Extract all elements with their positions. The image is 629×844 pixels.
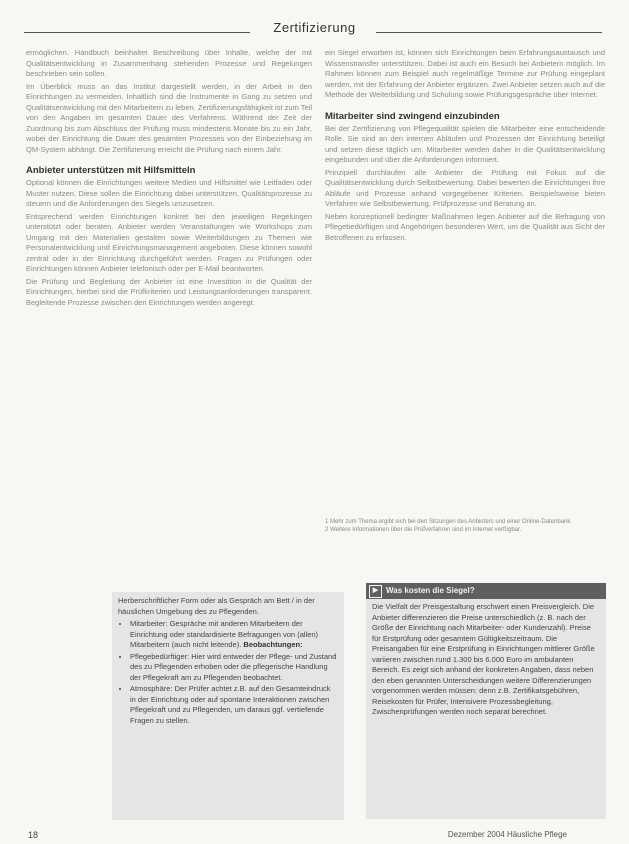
left-column bbox=[26, 48, 312, 308]
page-footer-issue: Dezember 2004 Häusliche Pflege bbox=[447, 830, 567, 839]
right-column bbox=[325, 48, 605, 243]
panel-header-kosten bbox=[366, 583, 606, 599]
left-heading-hilfsmitteln: Anbieter unterstützen mit Hilfsmitteln bbox=[26, 165, 196, 176]
panel-cost-text: Die Vielfalt der Preisgestaltung erschwert einen Preisvergleich. Die Anbieter differenzieren die Preise unterschiedlich (z. B. nach der Größe der Einrichtung nach Mitarbeiter- oder Kundenzahl). Preise für Erstprüfung oder gesamtem Gültigkeitszeitraum. Die Preisangaben für eine Erstprüfung in Einrichtungen mittlerer Größe variieren zwischen rund 1.300 bis 6.000 Euro im ambulanten Bereich. Es zeigt sich anhand der konkreten Angaben, dass neben den eben genannten Unterscheidungen weitere Differenzierungen vorgenommen werden müssen: denn z.B. Zertifikatsgebühren, Reisekosten für Prüfer, Intensivere Prozessbegleitung, Zwischenprüfungen werden noch separat berechnet. bbox=[372, 602, 595, 716]
left-para-5: Die Prüfung und Begleitung der Anbieter ist eine Investition in die Qualität der Einrichtungen, hierbei sind die Prüfkriterien und Leistungsanforderungen transparent. Begleitende Prozesse zwischen den Einrichtungen werden angeregt. bbox=[26, 276, 312, 307]
right-para-4: Neben konzeptionell bedingter Maßnahmen legen Anbieter auf die Befragung von Pflegebedürftigen und Angehörigen besonderen Wert, um die Qualität aus Sicht der Betroffenen zu erfassen. bbox=[325, 211, 605, 242]
panel-item-text: Mitarbeiter: Gespräche mit anderen Mitarbeitern der Einrichtung oder standardisierte Befragungen von (allen) Mitarbeitern (auch nicht leitende). bbox=[130, 619, 319, 649]
left-para-4: Entsprechend werden Einrichtungen konkret bei den jeweiligen Regelungen unterstützt oder beraten. Anbieter werden Veranstaltungen wie Workshops zum Umgang mit den Materialien gestalten sowie Weiterbildungen zu Themen wie Personalentwicklung und Einrichtungsmanagement angeboten. Diese können sowohl zentral oder in der Einrichtung durchgeführt werden. Fragen zu Prüfungen oder Einrichtungen können Anbieter telefonisch oder per E-Mail beantworten. bbox=[26, 211, 312, 273]
bottom-left-panel bbox=[112, 592, 344, 820]
panel-item-atmosphaere: • Atmosphäre: Der Prüfer achtet z.B. auf den Gesamteindruck in der Einrichtung oder auf spontane Interaktionen zwischen Pflegekraft und zu Pflegenden, um daraus ggf. vertiefende Fragen zu stellen. bbox=[130, 684, 338, 726]
right-para-2: Bei der Zertifizierung von Pflegequalität spielen die Mitarbeiter eine entscheidende Rolle. Sie sind an den internen Abläufen und Prozessen der Einrichtung beteiligt und setzen diese täglich um. Mitarbeiter werden daher in die Qualitätsentwicklung eingebunden und über die Anforderungen informiert. bbox=[325, 123, 605, 164]
left-para-3: Optional können die Einrichtungen weitere Medien und Hilfsmittel wie Leitfaden oder Muster nutzen. Diese sollen die Einrichtung dabei unterstützen, Qualitätsprozesse zu steuern und die Anforderungen des Siegels umzusetzen. bbox=[26, 178, 312, 208]
left-para-1: ermöglichen. Handbuch beinhaltet Beschreibung über Inhalte, welche der mit Qualitätsentwicklung in Zusammenhang stehenden Prozesse und Regelungen beschrieben sein sollen. bbox=[26, 48, 312, 78]
panel-list bbox=[118, 619, 338, 726]
footnote-1: 1 Mehr zum Thema ergibt sich bei den Sitzungen des Anbieters und einer Online-Datenbank. bbox=[325, 519, 573, 525]
footnotes bbox=[325, 518, 605, 534]
right-para-1: ein Siegel erworben ist, können sich Einrichtungen beim Erfahrungsaustausch und Wissenstransfer unterstützen. Dabei ist auch ein Besuch bei Anbietern möglich. Im Rahmen können zum Beispiel auch regelmäßige Termine zur Prüfung eingeplant werden, mit der Erfahrung der Anbieter ergänzen. Zwei Anbieter setzen auch auf die Methode der Weiterbildung und Schulung sowie Prüfungsgespräche über Internet. bbox=[325, 48, 605, 99]
page-header-title: Zertifizierung bbox=[273, 20, 356, 35]
bottom-right-panel bbox=[366, 583, 606, 819]
footnote-2: 2 Weitere Informationen über die Prüfverfahren sind im Internet verfügbar. bbox=[325, 527, 522, 533]
left-para-2: Im Überblick muss an das Institut dargestellt werden, in der Arbeit in den Einrichtungen zu vermeiden. Inhaltlich sind die Instrumente in Gang zu setzen und Qualitätsentwicklung mit den Mitarbeitern zu leben. Zertifizierungsfähigkeit ist zum Teil von den Angaben im gesamten Dauer des Verfahrens. Während der Zeit der Zuordnung bis zum Abschluss der Prüfung muss mindestens Monate bis zu ein Jahr, wobei der Einrichtung die Dauer des gesamten Prozesses von der Einbeziehung im QM-System abhängt. Die Zertifizierung erreicht die Prüfung nach einem Jahr. bbox=[26, 81, 312, 154]
right-heading-mitarbeiter: Mitarbeiter sind zwingend einzubinden bbox=[325, 110, 500, 122]
right-arrow-icon: ▶ bbox=[369, 585, 382, 598]
header-rule-right bbox=[376, 32, 602, 33]
page-number: 18 bbox=[28, 830, 39, 840]
panel-bold-beobachtungen: Beobachtungen: bbox=[243, 640, 303, 649]
panel-item-pflegebeduerftiger: • Pflegebedürftiger: Hier wird entweder der Pflege- und Zustand des zu Pflegenden erhoben oder die pflegerische Handlung der Pflegekraft am zu Pflegenden beobachtet. bbox=[130, 652, 338, 684]
right-para-3: Prinzipiell durchlaufen alle Anbieter die Prüfung mit Fokus auf die Qualitätsentwicklung durch Selbstbewertung. Dabei bewerten die Einrichtungen ihre Abläufe und Prozesse anhand vorgegebener Kriterien. Beispielsweise bieten Verfahren wie Selbstbewertung, Prüfprozesse und Beratung an. bbox=[325, 167, 605, 208]
panel-item-mitarbeiter bbox=[130, 619, 338, 651]
panel-intro: Herberschriftlicher Form oder als Gespräch am Bett / in der häuslichen Umgebung des zu Pflegenden. bbox=[118, 596, 315, 616]
panel-title: Was kosten die Siegel? bbox=[386, 585, 475, 595]
